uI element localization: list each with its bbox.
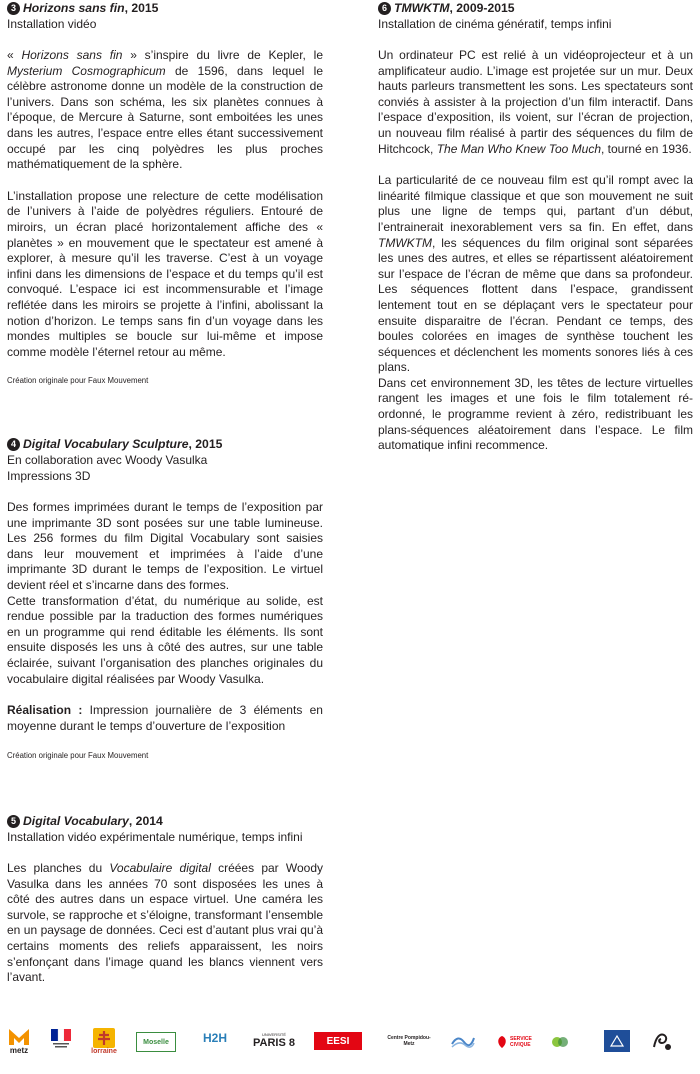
blue-logo — [604, 1030, 630, 1052]
lorraine-logo — [90, 1026, 118, 1058]
paris8-logo — [252, 1028, 296, 1054]
h2h-logo-text: H2H — [202, 1031, 227, 1045]
number-badge: 6 — [378, 2, 391, 15]
paris8-logo-text: PARIS 8 — [253, 1037, 295, 1049]
work-year: , 2014 — [128, 814, 163, 828]
paragraph: L’installation propose une relecture de cette modélisation de l’univers à l’aide de polyèdres réguliers. Entouré de miroirs, un écran placé horizontalement affiche des « planètes » en mouvement que le spectateur est amené à explorer, à mesure qu’il les traverse. C’est à un voyage infini dans les dimensions de l’espace et du temps qu’il est convoqué. L’espace ici est incommensurable et l’image reflétée dans les miroirs se projette à l’infini, abolissant la notion d’horizon. Le temps sans fin d’un voyage dans les mondes multiples se boucle sur lui-même et impose comme modèle l’éternel retour au même. — [7, 188, 323, 359]
number-badge: 4 — [7, 438, 20, 451]
section-horizons-sans-fin — [7, 0, 323, 386]
lorraine-logo-text: lorraine — [91, 1048, 117, 1055]
metz-m-icon — [8, 1028, 30, 1046]
section-tmwktm — [378, 0, 693, 454]
metz-logo — [7, 1026, 31, 1056]
section-heading — [378, 0, 693, 16]
moselle-logo-text: Moselle — [143, 1038, 169, 1046]
paragraph — [7, 703, 323, 734]
paragraph: Cette transformation d’état, du numérique au solide, est rendue possible par la traduction des formes numériques en un programme qui rend éditable les éléments. Ils sont ensuite disposés les uns à côté des autres, sur une table éclairée, suivant l’organisation des planches originales du vocabulaire digital réalisées par Woody Vasulka. — [7, 593, 323, 686]
service-civique-logo — [494, 1032, 542, 1052]
text-run-italic: Vocabulaire digital — [109, 861, 211, 875]
text-run: créées par Woody Vasulka dans les années 70 sont disposées les unes à côté des autres dans un espace virtuel. Une caméra les survole, se rapproche et s’éloigne, transformant l’ensemble en un paysage de données. Ceci est d’autant plus vrai qu’à certains moments des reliefs apparaissent, les noirs s’enfonçant dans l’image quand les blancs viennent vers l’avant. — [7, 861, 324, 985]
work-subtitle: Impressions 3D — [7, 469, 91, 483]
metz-logo-text: metz — [9, 1045, 29, 1055]
work-subtitle: Installation vidéo expérimentale numérique, temps infini — [7, 830, 303, 844]
h2h-logo — [196, 1024, 234, 1052]
paragraph: Dans cet environnement 3D, les têtes de lecture virtuelles rangent les images et une fois le film totalement ré-ordonné, le programme revient à zéro, redistribuant les plans-séquences aléatoirement dans l’espace. Le film automatique infini recommence. — [378, 375, 693, 453]
paragraph — [378, 173, 693, 376]
dragon-emblem-icon — [650, 1029, 674, 1053]
work-year: , 2009-2015 — [449, 1, 515, 15]
paris8-logo-caption: UNIVERSITÉ — [261, 1032, 286, 1037]
credit-line: Création originale pour Faux Mouvement — [7, 751, 149, 761]
work-title: TMWKTM — [394, 1, 450, 15]
green-logo — [548, 1032, 572, 1052]
moselle-logo — [136, 1032, 176, 1052]
credit-line: Création originale pour Faux Mouvement — [7, 376, 149, 386]
number-badge: 5 — [7, 815, 20, 828]
work-year: , 2015 — [188, 437, 223, 451]
emblem-icon — [609, 1034, 625, 1048]
pompidou-logo-text: Centre Pompidou-Metz — [387, 1035, 431, 1047]
paragraph — [7, 861, 323, 986]
paragraph — [378, 48, 693, 157]
work-title: Horizons sans fin — [23, 1, 125, 15]
marianne-flag-icon — [51, 1029, 71, 1049]
right-column — [378, 0, 693, 454]
text-run: Un ordinateur PC est relié à un vidéoprojecteur et à un amplificateur audio. L’image est projetée sur un mur. Deux hauts parleurs transmettent les sons. Les spectateurs sont conviés à assister à la projection d’un film interactif. Dans l’espace d’exposition, ils voient, sur l’écran de projection, un nouveau film réalisé à partir des séquences du film de Hitchcock, — [378, 48, 693, 156]
leaf-icon — [550, 1034, 570, 1050]
partner-logos — [0, 1024, 700, 1074]
lorraine-cross-icon — [93, 1028, 115, 1048]
section-digital-vocabulary-sculpture — [7, 436, 323, 761]
regional-swirl-icon — [450, 1032, 476, 1050]
text-run: , tourné en 1936. — [601, 141, 692, 156]
section-heading — [7, 436, 323, 452]
regional-logo — [448, 1030, 478, 1052]
work-title: Digital Vocabulary — [23, 814, 129, 828]
work-subtitle: Installation vidéo — [7, 17, 97, 31]
section-heading — [7, 0, 323, 16]
work-subtitle: Installation de cinéma génératif, temps infini — [378, 17, 612, 31]
section-heading — [7, 813, 323, 829]
text-run: » s’inspire du livre de Kepler, le — [122, 48, 323, 62]
text-run: La particularité de ce nouveau film est qu’il rompt avec la linéarité filmique classique et que son mouvement ne suit plus une ligne de temps qui, partant d’un début, l’entrainerait inexorablement vers sa fin. En effet, dans — [378, 173, 693, 234]
text-run: , les séquences du film original sont séparées les unes des autres, et elles se répartissent aléatoirement sur l’espace de l’écran de même que dans sa profondeur. Les séquences flottent dans l’espace, grandissent lentement tout en se déplaçant vers le spectateur pour ensuite disparaitre de l’écran. Pendant ce temps, des boules colorées en images de synthèse touchent les séquences et déclenchent les moments sonores liés à ces plans. — [378, 235, 693, 375]
work-year: , 2015 — [124, 1, 159, 15]
work-title: Digital Vocabulary Sculpture — [23, 437, 189, 451]
service-civique-text: SERVICE CIVIQUE — [510, 1036, 532, 1048]
text-run-italic: The Man Who Knew Too Much — [436, 141, 601, 156]
paragraph — [7, 48, 323, 173]
eesi-logo — [314, 1032, 362, 1050]
pompidou-metz-logo — [384, 1030, 434, 1052]
black-emblem-logo — [648, 1028, 676, 1054]
section-digital-vocabulary — [7, 813, 323, 986]
text-run: « — [7, 48, 22, 62]
text-run-italic: Mysterium Cosmographicum — [7, 63, 166, 78]
paragraph: Des formes imprimées durant le temps de l’exposition par une imprimante 3D sont posées sur une table lumineuse. Les 256 formes du film Digital Vocabulary sont saisies dans leur mouvement et imprimées à l’aide d’une imprimante 3D durant le temps de l’exposition. Le virtuel devient réel et s’incarne dans des formes. — [7, 500, 323, 592]
work-subtitle: En collaboration avec Woody Vasulka — [7, 453, 208, 467]
eesi-logo-text: EESI — [326, 1035, 350, 1047]
text-run-italic: Horizons sans fin — [21, 48, 123, 62]
republique-francaise-logo — [50, 1028, 72, 1050]
number-badge: 3 — [7, 2, 20, 15]
text-run: Impression journalière de 3 éléments en moyenne durant le temps d’ouverture de l’exposition — [7, 703, 323, 733]
text-run: Les planches du — [7, 861, 110, 875]
service-civique-icon — [496, 1035, 508, 1049]
realisation-label: Réalisation : — [7, 703, 83, 718]
text-run-italic: TMWKTM — [378, 235, 432, 250]
text-run: de 1596, dans lequel le célèbre astronome donne un modèle de la construction de l’univers. Dans son schéma, les six planètes connues à l’époque, de Mercure à Saturne, sont emboitées les unes dans les autres, l’espace entre elles étant successivement occupé par les cinq polyèdres les plus proches mathématiquement de la sphère. — [7, 63, 323, 172]
